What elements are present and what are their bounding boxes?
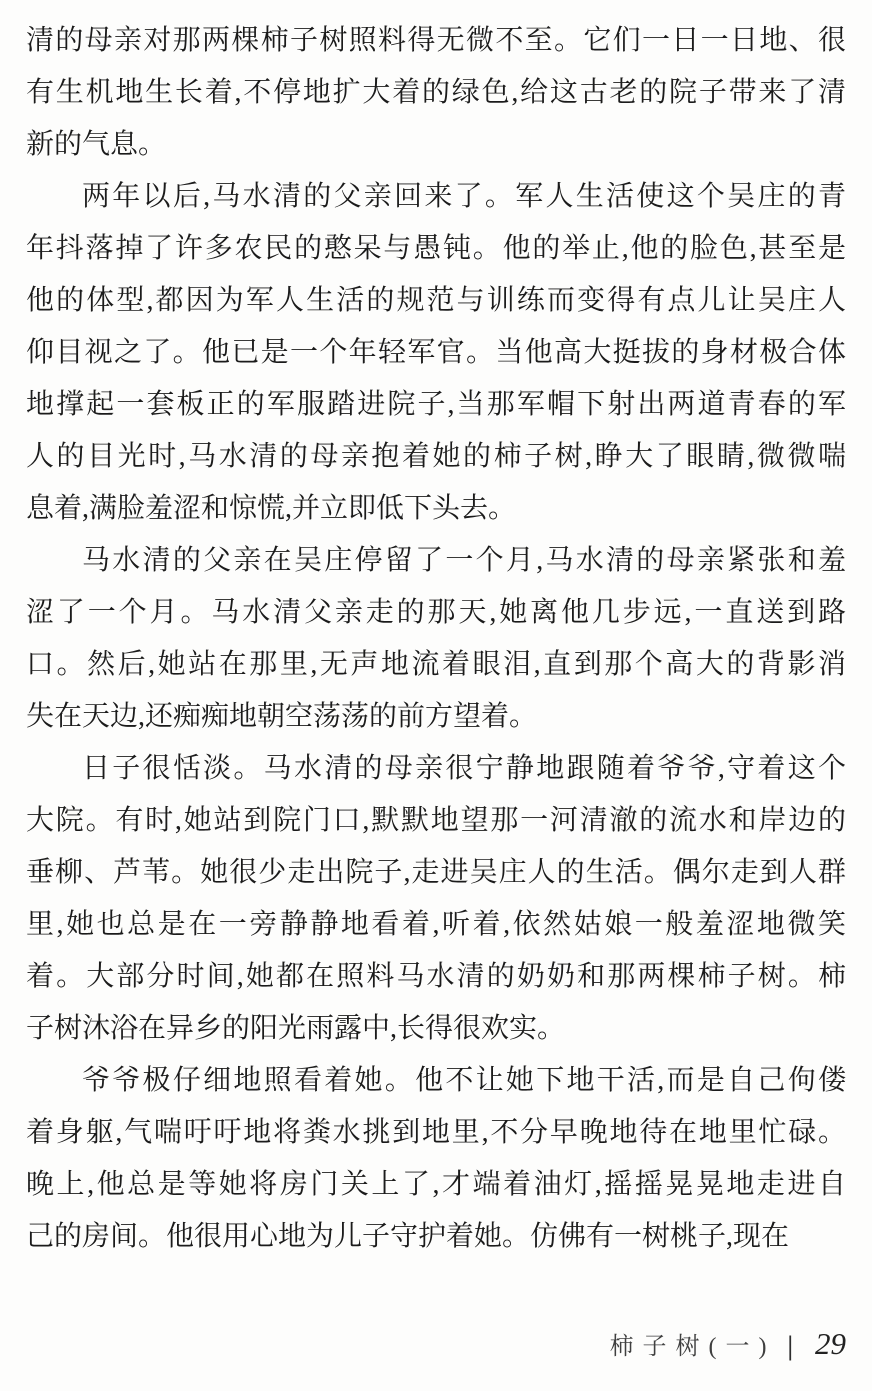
text-line: 里,她也总是在一旁静静地看着,听着,依然姑娘一般羞涩地微笑 bbox=[26, 909, 846, 940]
text-line: 着身躯,气喘吁吁地将粪水挑到地里,不分早晚地待在地里忙碌。 bbox=[26, 1117, 846, 1148]
text-line: 涩了一个月。马水清父亲走的那天,她离他几步远,一直送到路 bbox=[26, 597, 846, 628]
text-line: 己的房间。他很用心地为儿子守护着她。仿佛有一树桃子,现在 bbox=[26, 1221, 790, 1252]
paragraph bbox=[26, 1055, 846, 1263]
text-line: 息着,满脸羞涩和惊慌,并立即低下头去。 bbox=[26, 493, 517, 524]
text-line: 有生机地生长着,不停地扩大着的绿色,给这古老的院子带来了清 bbox=[26, 77, 846, 108]
page-footer bbox=[610, 1326, 847, 1362]
text-line: 两年以后,马水清的父亲回来了。军人生活使这个吴庄的青 bbox=[82, 181, 846, 212]
footer-chapter-title: 柿子树(一) bbox=[609, 1334, 776, 1360]
text-line: 马水清的父亲在吴庄停留了一个月,马水清的母亲紧张和羞 bbox=[82, 545, 846, 576]
text-line: 大院。有时,她站到院门口,默默地望那一河清澈的流水和岸边的 bbox=[26, 805, 846, 836]
paragraph bbox=[26, 535, 846, 743]
text-line: 年抖落掉了许多农民的憨呆与愚钝。他的举止,他的脸色,甚至是 bbox=[26, 233, 846, 264]
text-line: 口。然后,她站在那里,无声地流着眼泪,直到那个高大的背影消 bbox=[26, 649, 846, 680]
text-line: 日子很恬淡。马水清的母亲很宁静地跟随着爷爷,守着这个 bbox=[82, 753, 846, 784]
text-line: 新的气息。 bbox=[26, 129, 167, 160]
paragraph bbox=[26, 743, 846, 1055]
text-line: 失在天边,还痴痴地朝空荡荡的前方望着。 bbox=[26, 701, 538, 732]
text-line: 垂柳、芦苇。她很少走出院子,走进吴庄人的生活。偶尔走到人群 bbox=[26, 857, 846, 888]
text-line: 地撑起一套板正的军服踏进院子,当那军帽下射出两道青春的军 bbox=[26, 389, 846, 420]
text-line: 他的体型,都因为军人生活的规范与训练而变得有点儿让吴庄人 bbox=[26, 285, 846, 316]
text-line: 着。大部分时间,她都在照料马水清的奶奶和那两棵柿子树。柿 bbox=[26, 961, 846, 992]
text-line: 爷爷极仔细地照看着她。他不让她下地干活,而是自己佝偻 bbox=[82, 1065, 846, 1096]
text-line: 子树沐浴在异乡的阳光雨露中,长得很欢实。 bbox=[26, 1013, 566, 1044]
text-line: 清的母亲对那两棵柿子树照料得无微不至。它们一日一日地、很 bbox=[26, 25, 846, 56]
text-line: 人的目光时,马水清的母亲抱着她的柿子树,睁大了眼睛,微微喘 bbox=[26, 441, 846, 472]
text-line: 晚上,他总是等她将房门关上了,才端着油灯,摇摇晃晃地走进自 bbox=[26, 1169, 846, 1200]
footer-separator: | bbox=[787, 1331, 793, 1362]
paragraph bbox=[26, 171, 846, 535]
paragraph bbox=[26, 15, 846, 171]
text-line: 仰目视之了。他已是一个年轻军官。当他高大挺拔的身材极合体 bbox=[26, 337, 846, 368]
footer-page-number: 29 bbox=[815, 1326, 846, 1361]
